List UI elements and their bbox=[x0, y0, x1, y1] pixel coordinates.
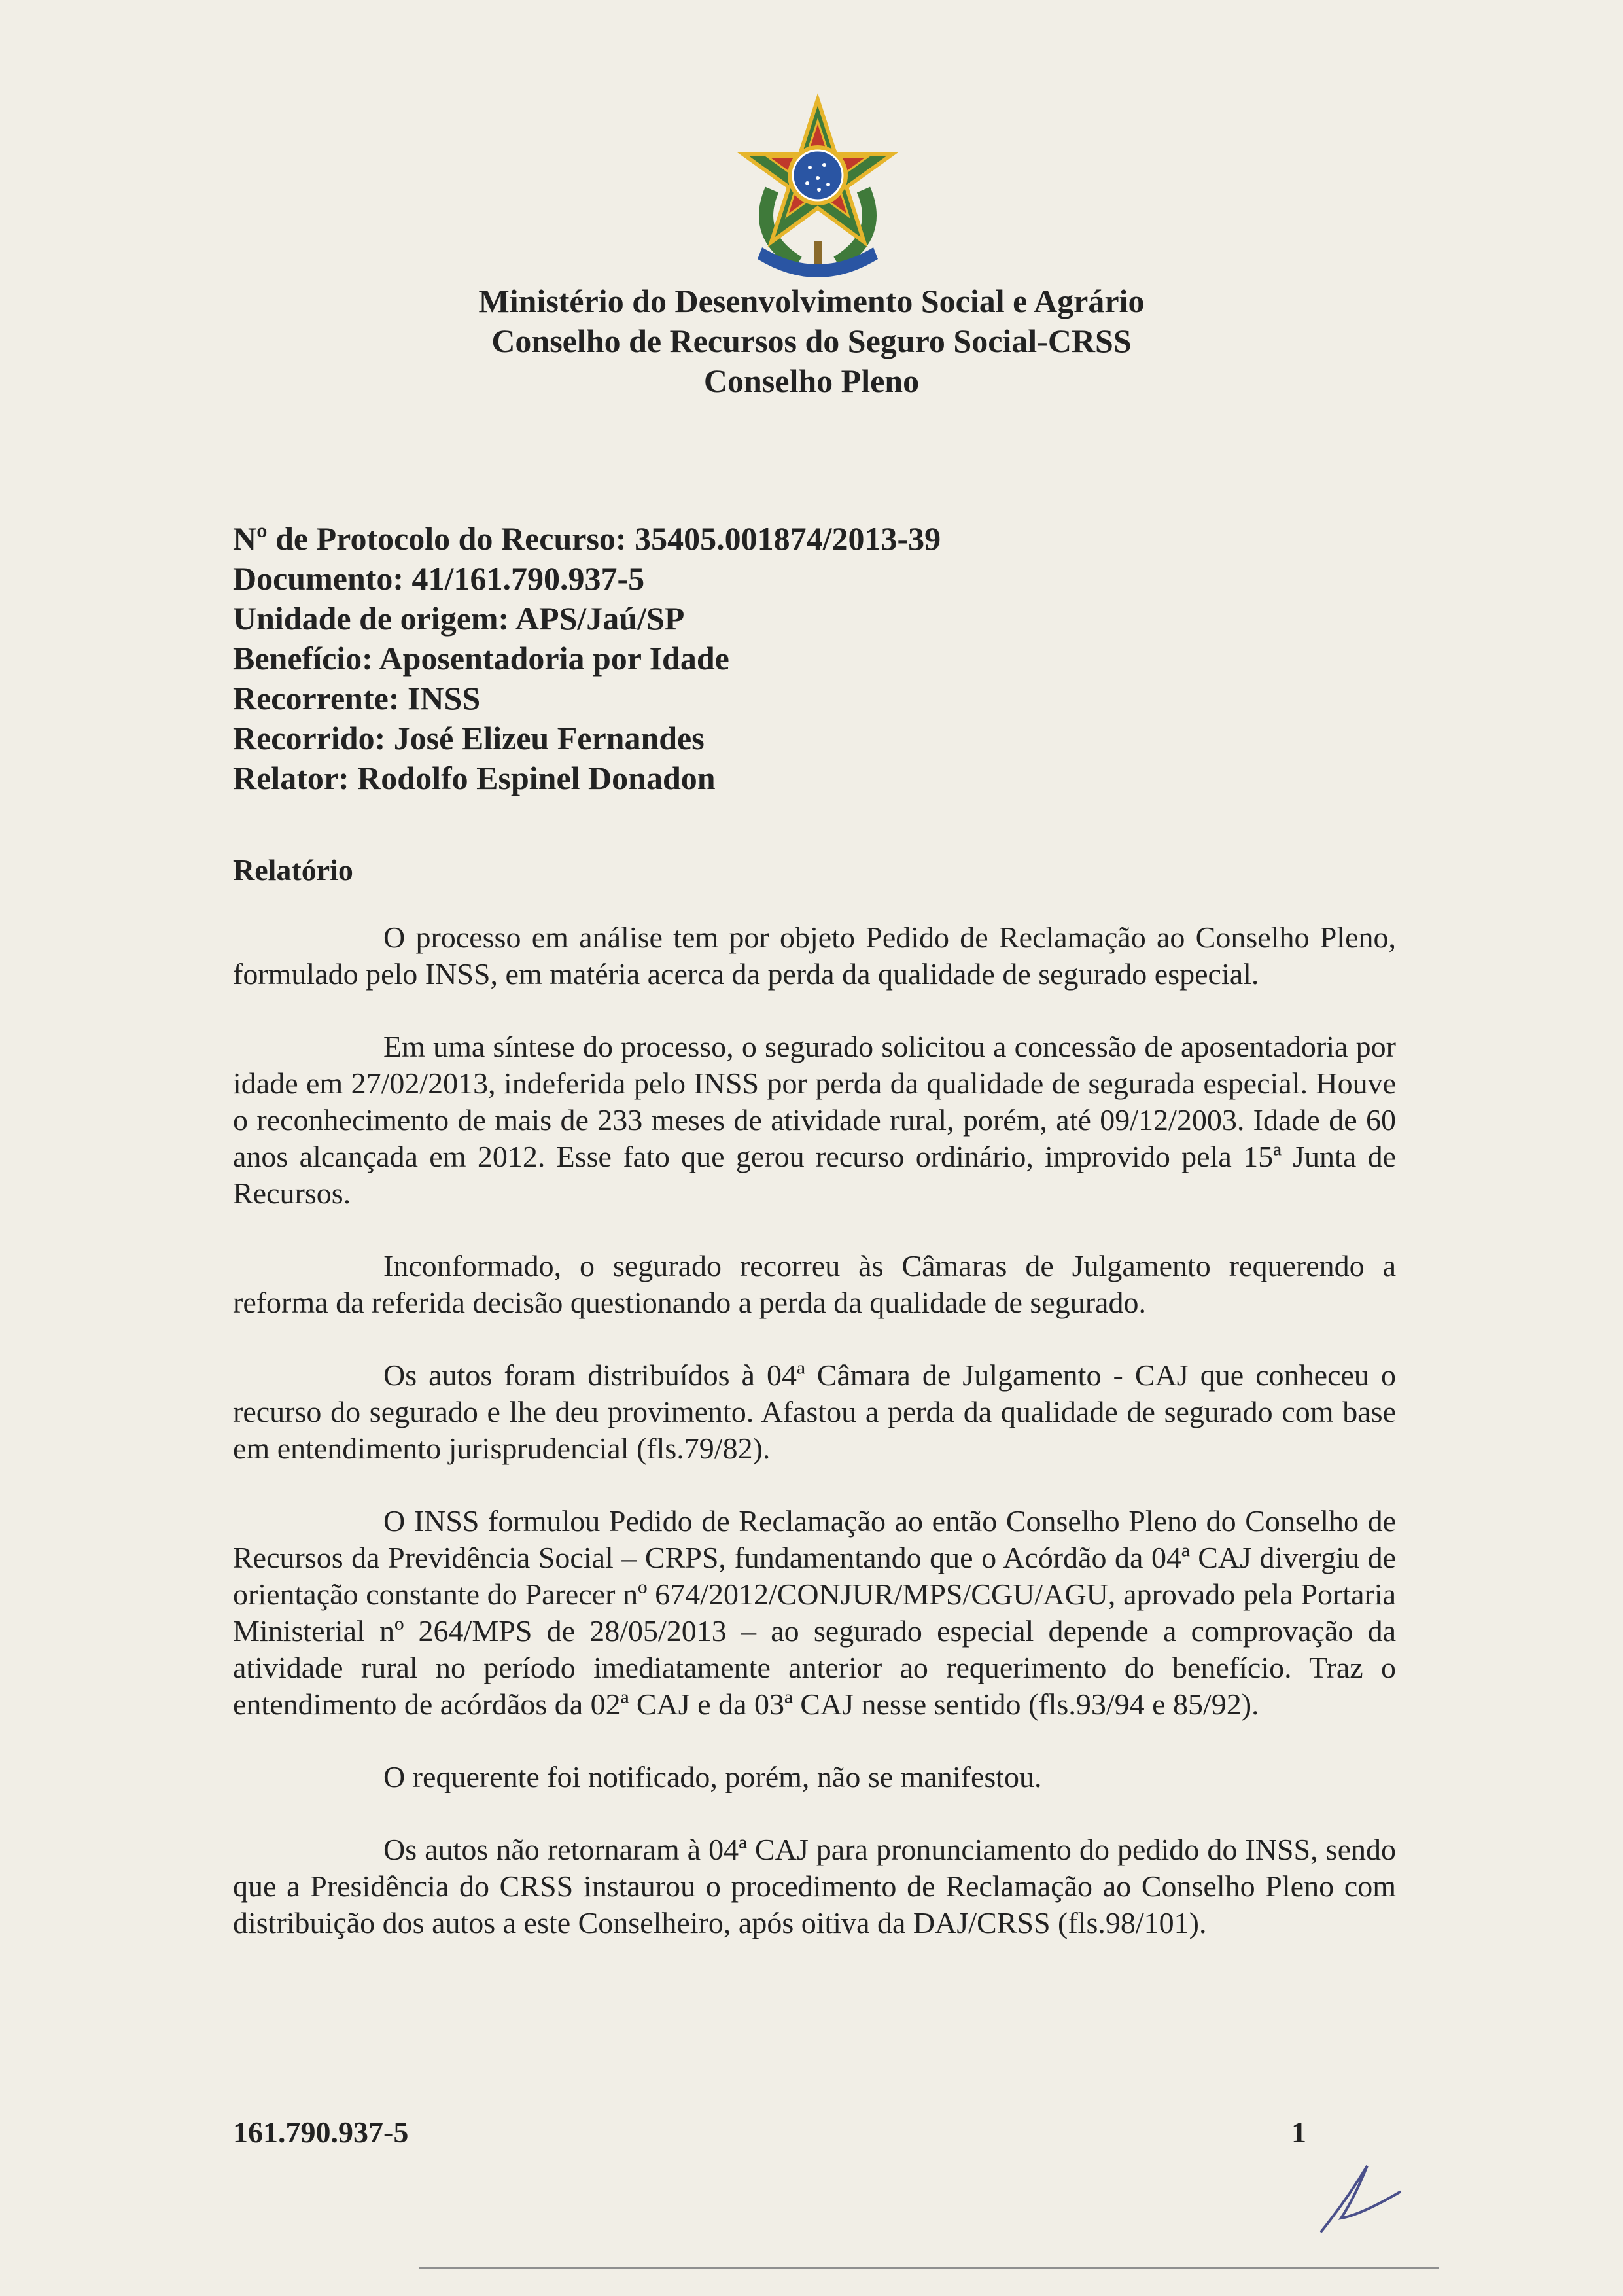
rapporteur: Relator: Rodolfo Espinel Donadon bbox=[233, 760, 716, 796]
council-name: Conselho de Recursos do Seguro Social-CRSS bbox=[491, 323, 1132, 359]
ministry-name: Ministério do Desenvolvimento Social e Agrário bbox=[478, 283, 1145, 319]
footer-document-ref: 161.790.937-5 bbox=[233, 2115, 409, 2149]
brazil-coat-of-arms-icon bbox=[726, 92, 909, 288]
report-body bbox=[233, 919, 1396, 1941]
document-number: Documento: 41/161.790.937-5 bbox=[233, 560, 645, 597]
origin-unit: Unidade de origem: APS/Jaú/SP bbox=[233, 600, 685, 637]
case-metadata bbox=[233, 519, 941, 798]
paragraph: O processo em análise tem por objeto Pedido de Reclamação ao Conselho Pleno, formulado pelo INSS, em matéria acerca da perda da qualidade de segurado especial. bbox=[233, 921, 1396, 991]
appellee: Recorrido: José Elizeu Fernandes bbox=[233, 720, 705, 756]
paragraph: Inconformado, o segurado recorreu às Câmaras de Julgamento requerendo a reforma da referida decisão questionando a perda da qualidade de segurado. bbox=[233, 1249, 1396, 1319]
benefit-type: Benefício: Aposentadoria por Idade bbox=[233, 640, 729, 677]
appellant: Recorrente: INSS bbox=[233, 680, 481, 716]
paragraph: Os autos não retornaram à 04ª CAJ para pronunciamento do pedido do INSS, sendo que a Presidência do CRSS instaurou o procedimento de Reclamação ao Conselho Pleno com distribuição dos autos a este Conselheiro, após oitiva da DAJ/CRSS (fls.98/101). bbox=[233, 1833, 1396, 1939]
chamber-name: Conselho Pleno bbox=[703, 362, 920, 399]
document-header bbox=[0, 281, 1623, 401]
paragraph: O INSS formulou Pedido de Reclamação ao então Conselho Pleno do Conselho de Recursos da Previdência Social – CRPS, fundamentando que o Acórdão da 04ª CAJ divergiu de orientação constante do Parecer nº 674/2012/CONJUR/MPS/CGU/AGU, aprovado pela Portaria Ministerial nº 264/MPS de 28/05/2013 – ao segurado especial depende a comprovação da atividade rural no período imediatamente anterior ao requerimento do benefício. Traz o entendimento de acórdãos da 02ª CAJ e da 03ª CAJ nesse sentido (fls.93/94 e 85/92). bbox=[233, 1504, 1396, 1721]
section-title: Relatório bbox=[233, 853, 353, 887]
paragraph: Os autos foram distribuídos à 04ª Câmara de Julgamento - CAJ que conheceu o recurso do segurado e lhe deu provimento. Afastou a perda da qualidade de segurado com base em entendimento jurisprudencial (fls.79/82). bbox=[233, 1358, 1396, 1465]
page-number: 1 bbox=[1291, 2115, 1306, 2149]
protocol-number: Nº de Protocolo do Recurso: 35405.001874/2013-39 bbox=[233, 520, 941, 557]
handwritten-initial-icon bbox=[1308, 2153, 1413, 2238]
page-edge-line bbox=[419, 2267, 1439, 2269]
paragraph: Em uma síntese do processo, o segurado solicitou a concessão de aposentadoria por idade em 27/02/2013, indeferida pelo INSS por perda da qualidade de segurada especial. Houve o reconhecimento de mais de 233 meses de atividade rural, porém, até 09/12/2003. Idade de 60 anos alcançada em 2012. Esse fato que gerou recurso ordinário, improvido pela 15ª Junta de Recursos. bbox=[233, 1030, 1396, 1210]
paragraph: O requerente foi notificado, porém, não se manifestou. bbox=[383, 1760, 1042, 1793]
